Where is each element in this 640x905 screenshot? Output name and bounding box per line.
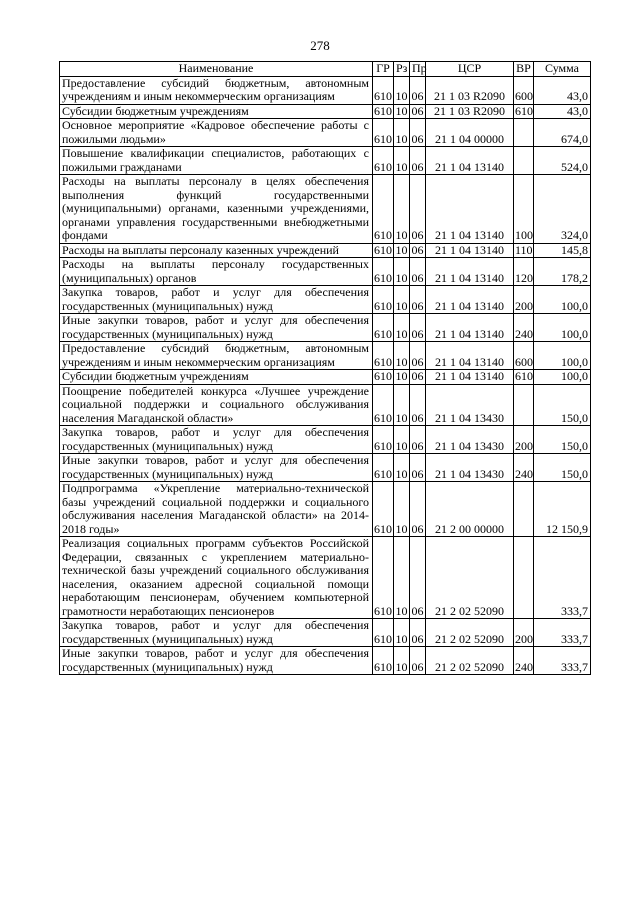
cell-pr: 06 bbox=[410, 147, 426, 175]
table-row bbox=[60, 314, 591, 342]
cell-csr: 21 1 04 13140 bbox=[426, 147, 514, 175]
cell-name: Субсидии бюджетным учреждениям bbox=[60, 370, 373, 385]
cell-name: Повышение квалификации специалистов, работающих с пожилыми гражданами bbox=[60, 147, 373, 175]
cell-rz: 10 bbox=[394, 286, 410, 314]
cell-sum: 100,0 bbox=[534, 314, 591, 342]
cell-vr bbox=[514, 537, 534, 619]
cell-name: Подпрограмма «Укрепление материально-технической базы учреждений социальной поддержки и социального обслуживания населения Магаданской области» на 2014-2018 годы» bbox=[60, 482, 373, 537]
cell-sum: 43,0 bbox=[534, 104, 591, 119]
table-row bbox=[60, 537, 591, 619]
cell-csr: 21 1 03 R2090 bbox=[426, 76, 514, 104]
table-row bbox=[60, 384, 591, 426]
cell-sum: 100,0 bbox=[534, 286, 591, 314]
cell-csr: 21 1 04 13140 bbox=[426, 370, 514, 385]
cell-gr: 610 bbox=[373, 384, 394, 426]
cell-rz: 10 bbox=[394, 384, 410, 426]
header-pr: Пр bbox=[410, 62, 426, 77]
cell-rz: 10 bbox=[394, 342, 410, 370]
budget-table bbox=[59, 61, 591, 675]
cell-pr: 06 bbox=[410, 384, 426, 426]
cell-sum: 145,8 bbox=[534, 243, 591, 258]
cell-gr: 610 bbox=[373, 619, 394, 647]
cell-sum: 674,0 bbox=[534, 119, 591, 147]
cell-vr: 100 bbox=[514, 175, 534, 244]
cell-gr: 610 bbox=[374, 242, 392, 257]
cell-name: Закупка товаров, работ и услуг для обеспечения государственных (муниципальных) нужд bbox=[60, 619, 373, 647]
cell-csr: 21 1 04 13140 bbox=[426, 175, 514, 244]
cell-rz: 10 bbox=[394, 647, 410, 675]
cell-name: Иные закупки товаров, работ и услуг для обеспечения государственных (муниципальных) нужд bbox=[60, 647, 373, 675]
cell-gr: 610 bbox=[373, 426, 394, 454]
cell-csr: 21 1 03 R2090 bbox=[426, 104, 514, 119]
cell-name: Расходы на выплаты персоналу государственных (муниципальных) органов bbox=[60, 258, 373, 286]
cell-gr: 610 bbox=[373, 258, 394, 286]
cell-vr: 240 bbox=[514, 454, 534, 482]
cell-rz: 10 bbox=[394, 175, 410, 244]
cell-vr bbox=[514, 119, 534, 147]
cell-pr: 06 bbox=[411, 103, 424, 118]
cell-gr: 610 bbox=[373, 647, 394, 675]
cell-csr: 21 1 04 13140 bbox=[426, 286, 514, 314]
cell-gr: 610 bbox=[373, 147, 394, 175]
cell-vr bbox=[514, 147, 534, 175]
cell-sum: 524,0 bbox=[534, 147, 591, 175]
cell-vr: 240 bbox=[514, 647, 534, 675]
cell-csr: 21 2 02 52090 bbox=[426, 619, 514, 647]
cell-vr bbox=[514, 482, 534, 537]
cell-rz: 10 bbox=[394, 314, 410, 342]
table-row bbox=[60, 76, 591, 104]
cell-csr: 21 1 04 00000 bbox=[426, 119, 514, 147]
cell-pr: 06 bbox=[410, 175, 426, 244]
cell-pr: 06 bbox=[410, 619, 426, 647]
cell-pr: 06 bbox=[410, 537, 426, 619]
cell-csr: 21 2 02 52090 bbox=[426, 647, 514, 675]
cell-pr: 06 bbox=[410, 286, 426, 314]
cell-rz: 10 bbox=[395, 103, 408, 118]
table-row bbox=[60, 454, 591, 482]
cell-pr: 06 bbox=[410, 454, 426, 482]
cell-sum: 12 150,9 bbox=[534, 482, 591, 537]
cell-vr: 200 bbox=[514, 619, 534, 647]
cell-name: Реализация социальных программ субъектов Российской Федерации, связанных с укреплением материально-технической базы учреждений социального обслуживания населения, оказанием адресной социальной помощи неработающим пенсионерам, обучением компьютерной грамотности неработающих пенсионеров bbox=[60, 537, 373, 619]
cell-vr: 610 bbox=[515, 369, 533, 383]
cell-name: Закупка товаров, работ и услуг для обеспечения государственных (муниципальных) нужд bbox=[60, 286, 373, 314]
cell-sum: 150,0 bbox=[534, 426, 591, 454]
cell-vr bbox=[514, 384, 534, 426]
cell-pr: 06 bbox=[411, 369, 424, 383]
cell-rz: 10 bbox=[394, 537, 410, 619]
cell-sum: 324,0 bbox=[534, 175, 591, 244]
cell-rz: 10 bbox=[394, 619, 410, 647]
cell-sum: 333,7 bbox=[534, 619, 591, 647]
table-row bbox=[60, 119, 591, 147]
cell-vr: 610 bbox=[515, 103, 533, 118]
cell-sum: 100,0 bbox=[534, 370, 591, 385]
cell-gr: 610 bbox=[373, 119, 394, 147]
table-header-row bbox=[60, 62, 591, 77]
table-row bbox=[60, 147, 591, 175]
cell-sum: 178,2 bbox=[534, 258, 591, 286]
cell-pr: 06 bbox=[410, 76, 426, 104]
cell-sum: 150,0 bbox=[534, 454, 591, 482]
cell-sum: 333,7 bbox=[534, 537, 591, 619]
cell-pr: 06 bbox=[410, 647, 426, 675]
cell-gr: 610 bbox=[373, 175, 394, 244]
cell-gr: 610 bbox=[373, 454, 394, 482]
table-row bbox=[60, 619, 591, 647]
cell-vr: 240 bbox=[514, 314, 534, 342]
table-row bbox=[60, 175, 591, 244]
cell-name: Основное мероприятие «Кадровое обеспечение работы с пожилыми людьми» bbox=[60, 119, 373, 147]
cell-gr: 610 bbox=[373, 76, 394, 104]
cell-csr: 21 1 04 13140 bbox=[426, 342, 514, 370]
header-gr: ГР bbox=[373, 62, 394, 77]
cell-name: Предоставление субсидий бюджетным, автономным учреждениям и иным некоммерческим организациям bbox=[60, 76, 373, 104]
cell-csr: 21 1 04 13140 bbox=[426, 243, 514, 258]
cell-vr: 200 bbox=[514, 426, 534, 454]
cell-name: Иные закупки товаров, работ и услуг для обеспечения государственных (муниципальных) нужд bbox=[60, 314, 373, 342]
cell-name: Поощрение победителей конкурса «Лучшее учреждение социальной поддержки и социального обслуживания населения Магаданской области» bbox=[60, 384, 373, 426]
cell-name: Иные закупки товаров, работ и услуг для обеспечения государственных (муниципальных) нужд bbox=[60, 454, 373, 482]
cell-csr: 21 2 02 52090 bbox=[426, 537, 514, 619]
cell-gr: 610 bbox=[374, 369, 392, 383]
cell-pr: 06 bbox=[411, 242, 424, 257]
table-row bbox=[60, 482, 591, 537]
cell-pr: 06 bbox=[410, 342, 426, 370]
cell-csr: 21 2 00 00000 bbox=[426, 482, 514, 537]
page-number: 278 bbox=[310, 38, 330, 53]
cell-pr: 06 bbox=[410, 119, 426, 147]
cell-name: Расходы на выплаты персоналу казенных учреждений bbox=[60, 243, 373, 258]
table-row bbox=[60, 342, 591, 370]
cell-csr: 21 1 04 13430 bbox=[426, 384, 514, 426]
cell-pr: 06 bbox=[410, 426, 426, 454]
cell-vr: 600 bbox=[514, 342, 534, 370]
cell-rz: 10 bbox=[395, 242, 408, 257]
cell-name: Субсидии бюджетным учреждениям bbox=[60, 104, 373, 119]
cell-vr: 200 bbox=[514, 286, 534, 314]
cell-sum: 333,7 bbox=[534, 647, 591, 675]
cell-vr: 110 bbox=[515, 242, 533, 257]
cell-rz: 10 bbox=[395, 369, 408, 383]
cell-pr: 06 bbox=[410, 314, 426, 342]
header-vr: ВР bbox=[514, 62, 534, 77]
cell-gr: 610 bbox=[373, 482, 394, 537]
cell-sum: 43,0 bbox=[534, 76, 591, 104]
table-row bbox=[60, 104, 591, 119]
table-row bbox=[60, 370, 591, 385]
table-row bbox=[60, 243, 591, 258]
cell-rz: 10 bbox=[394, 482, 410, 537]
cell-csr: 21 1 04 13430 bbox=[426, 426, 514, 454]
cell-pr: 06 bbox=[410, 258, 426, 286]
header-rz: Рз bbox=[394, 62, 410, 77]
cell-csr: 21 1 04 13140 bbox=[426, 258, 514, 286]
cell-csr: 21 1 04 13430 bbox=[426, 454, 514, 482]
cell-sum: 150,0 bbox=[534, 384, 591, 426]
table-row bbox=[60, 286, 591, 314]
cell-csr: 21 1 04 13140 bbox=[426, 314, 514, 342]
table-row bbox=[60, 647, 591, 675]
header-csr: ЦСР bbox=[426, 62, 514, 77]
header-name: Наименование bbox=[60, 62, 373, 77]
cell-gr: 610 bbox=[373, 286, 394, 314]
cell-gr: 610 bbox=[373, 537, 394, 619]
table-row bbox=[60, 258, 591, 286]
header-sum: Сумма bbox=[534, 62, 591, 77]
cell-rz: 10 bbox=[394, 258, 410, 286]
cell-rz: 10 bbox=[394, 119, 410, 147]
cell-vr: 120 bbox=[514, 258, 534, 286]
cell-rz: 10 bbox=[394, 147, 410, 175]
cell-rz: 10 bbox=[394, 76, 410, 104]
cell-vr: 600 bbox=[514, 76, 534, 104]
cell-rz: 10 bbox=[394, 426, 410, 454]
cell-gr: 610 bbox=[373, 342, 394, 370]
cell-rz: 10 bbox=[394, 454, 410, 482]
cell-name: Закупка товаров, работ и услуг для обеспечения государственных (муниципальных) нужд bbox=[60, 426, 373, 454]
cell-name: Расходы на выплаты персоналу в целях обеспечения выполнения функций государственными (муниципальными) органами, казенными учреждениями, органами управления государственными внебюджетными фондами bbox=[60, 175, 373, 244]
cell-gr: 610 bbox=[373, 314, 394, 342]
cell-gr: 610 bbox=[374, 103, 392, 118]
cell-pr: 06 bbox=[410, 482, 426, 537]
cell-sum: 100,0 bbox=[534, 342, 591, 370]
table-row bbox=[60, 426, 591, 454]
cell-name: Предоставление субсидий бюджетным, автономным учреждениям и иным некоммерческим организациям bbox=[60, 342, 373, 370]
